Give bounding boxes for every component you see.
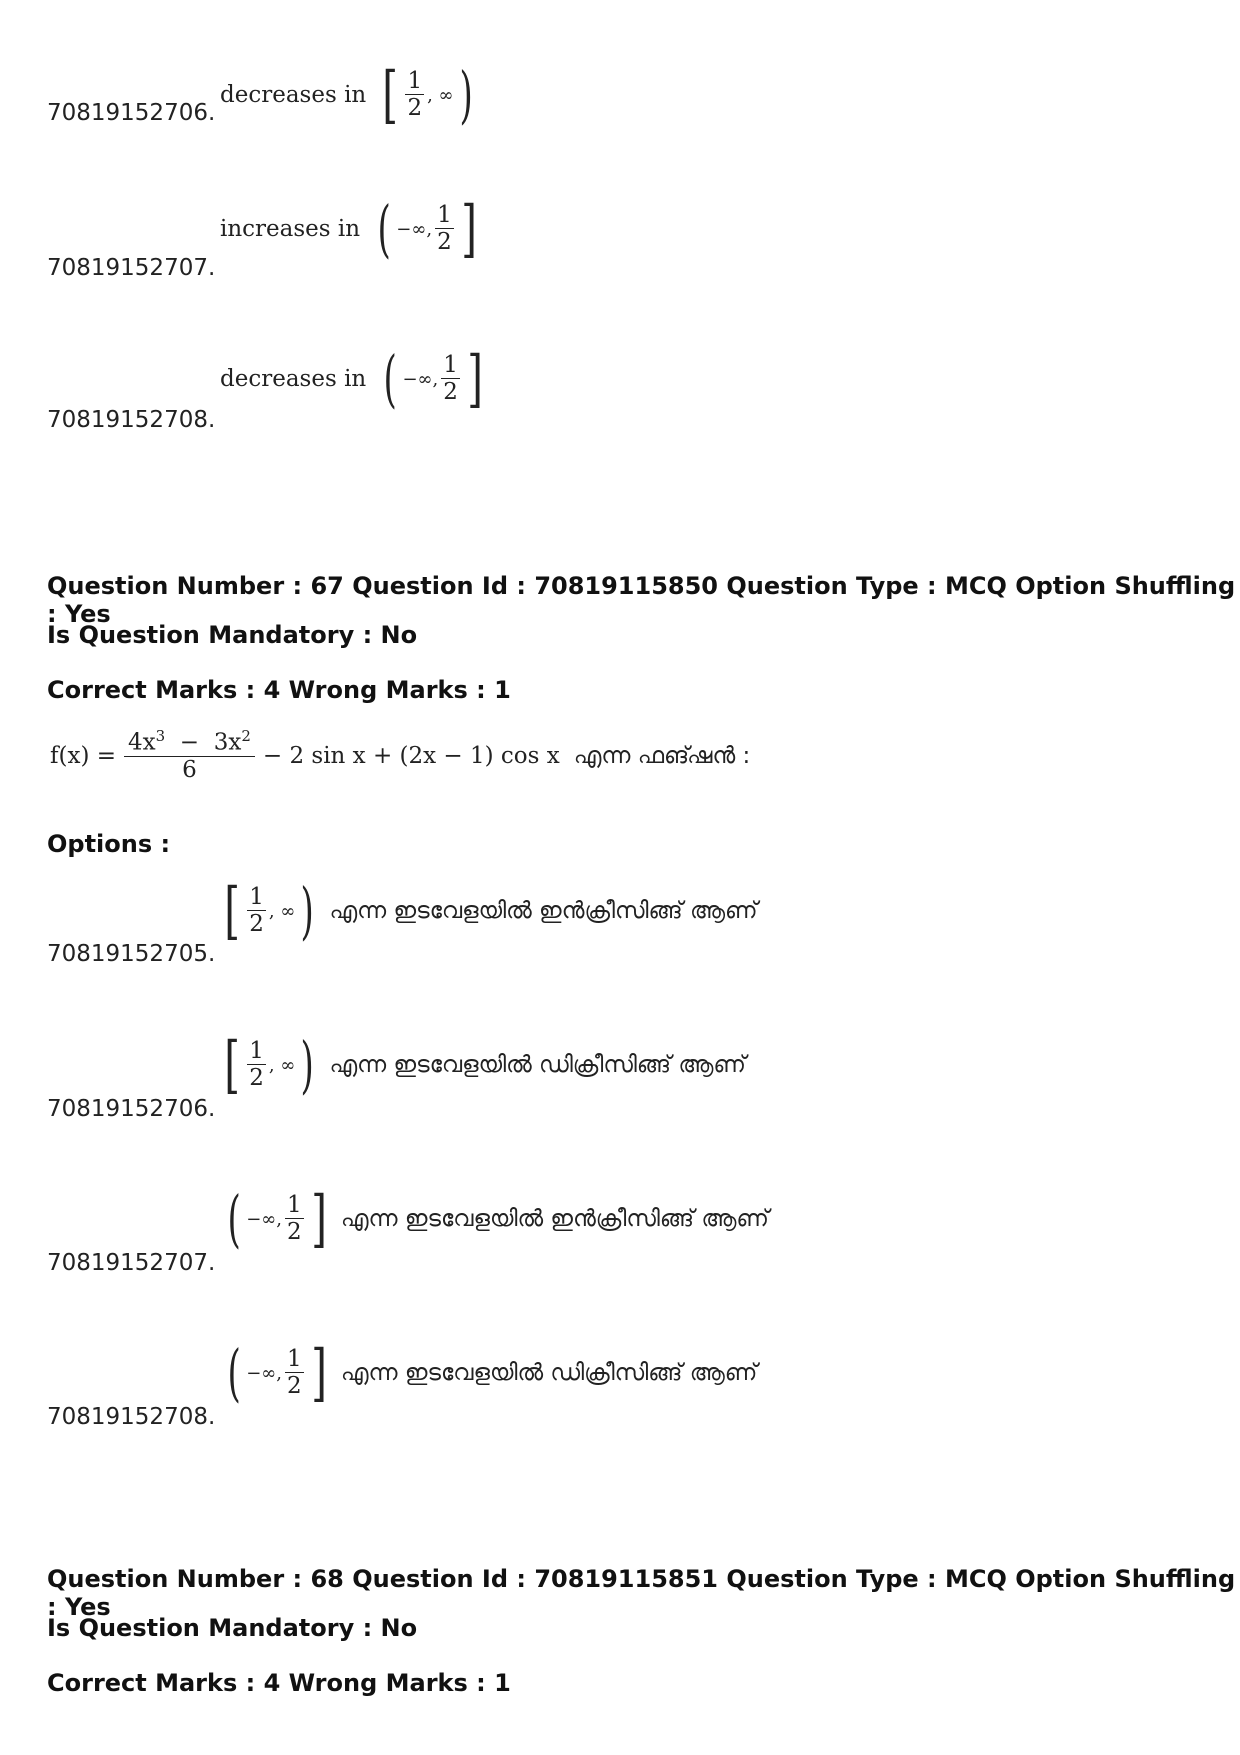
left-paren: ( [383, 342, 397, 415]
option-id: 70819152707. [47, 255, 216, 281]
comma: , [268, 900, 275, 922]
option-phrase: increases in [220, 216, 361, 242]
left-paren: ( [227, 1182, 241, 1255]
fraction-denominator: 6 [124, 756, 255, 783]
option-malayalam: എന്ന ഇടവേളയിൽ ഡിക്രീസിങ്ങ് ആണ് [340, 1360, 758, 1386]
left-paren: ( [227, 1336, 241, 1409]
comma: , [268, 1054, 275, 1076]
option-content [220, 1028, 746, 1101]
mandatory-line: Is Question Mandatory : No [47, 621, 418, 649]
right-bracket: ] [460, 192, 477, 265]
exponent: 2 [241, 727, 251, 745]
option-phrase: decreases in [220, 82, 367, 108]
option-malayalam: എന്ന ഇടവേളയിൽ ഇൻക്രീസിങ്ങ് ആണ് [340, 1206, 769, 1232]
fraction-numerator: 1 [249, 883, 264, 910]
option-phrase: decreases in [220, 366, 367, 392]
term-3x: 3x [213, 729, 242, 756]
marks-line: Correct Marks : 4 Wrong Marks : 1 [47, 676, 511, 704]
option-malayalam: എന്ന ഇടവേളയിൽ ഡിക്രീസിങ്ങ് ആണ് [329, 1052, 746, 1078]
fraction-numerator: 1 [287, 1345, 302, 1372]
option-text [220, 192, 481, 265]
option-content [220, 874, 758, 947]
right-bracket: ] [467, 342, 483, 415]
fraction-denominator: 2 [287, 1218, 302, 1245]
option-id: 70819152707. [47, 1250, 216, 1276]
option-id: 70819152706. [47, 100, 216, 126]
neg-infinity: −∞, [396, 218, 433, 240]
function-lhs: f(x) = [50, 742, 117, 769]
left-bracket: [ [382, 58, 399, 131]
marks-line: Correct Marks : 4 Wrong Marks : 1 [47, 1669, 511, 1697]
infinity-symbol: ∞ [438, 84, 454, 106]
left-bracket: [ [224, 1028, 240, 1101]
option-content [222, 1336, 758, 1409]
fraction-denominator: 2 [407, 94, 423, 121]
right-bracket: ] [310, 1182, 327, 1255]
minus-sign: − [179, 729, 200, 756]
term-4x: 4x [128, 729, 156, 756]
fraction-denominator: 2 [249, 1064, 264, 1091]
fraction-numerator: 1 [287, 1191, 302, 1218]
fraction-numerator: 1 [249, 1037, 264, 1064]
option-text: decreases in [ $\frac{1}{2}$ , ∞ ) [220, 58, 473, 131]
fraction-numerator [126, 728, 253, 756]
right-paren: ) [300, 874, 315, 947]
fraction-numerator: 1 [437, 201, 452, 228]
option-content [222, 1182, 769, 1255]
mandatory-line: Is Question Mandatory : No [47, 1614, 418, 1642]
function-rest: − 2 sin x + (2x − 1) cos x [262, 742, 560, 769]
right-paren: ) [300, 1028, 315, 1101]
right-bracket: ] [310, 1336, 327, 1409]
fraction-numerator: 1 [443, 351, 458, 378]
stem-malayalam: എന്ന ഫങ്ഷൻ : [573, 742, 751, 769]
right-paren: ) [458, 58, 473, 131]
question-stem [50, 728, 750, 783]
option-id: 70819152708. [47, 407, 216, 433]
neg-infinity: −∞, [246, 1208, 283, 1230]
neg-infinity: −∞, [246, 1362, 283, 1384]
left-bracket: [ [224, 874, 240, 947]
option-id: 70819152708. [47, 1404, 216, 1430]
left-paren: ( [377, 192, 391, 265]
exponent: 3 [155, 727, 166, 745]
infinity-symbol: ∞ [280, 900, 296, 922]
options-label: Options : [47, 830, 171, 858]
fraction-numerator: 1 [407, 67, 423, 94]
option-id: 70819152706. [47, 1096, 216, 1122]
fraction-denominator: 2 [437, 228, 452, 255]
infinity-symbol: ∞ [280, 1054, 296, 1076]
option-malayalam: എന്ന ഇടവേളയിൽ ഇൻക്രീസിങ്ങ് ആണ് [329, 898, 758, 924]
question-header: Question Number : 68 Question Id : 70819115851 Question Type : MCQ Option Shuffling : Yes [47, 1565, 1236, 1621]
neg-infinity: −∞, [402, 368, 439, 390]
fraction-denominator: 2 [249, 910, 264, 937]
question-header: Question Number : 67 Question Id : 70819115850 Question Type : MCQ Option Shuffling : Yes [47, 572, 1236, 628]
option-id: 70819152705. [47, 941, 216, 967]
option-text [220, 342, 487, 415]
fraction-denominator: 2 [287, 1372, 302, 1399]
fraction-denominator: 2 [443, 378, 458, 405]
